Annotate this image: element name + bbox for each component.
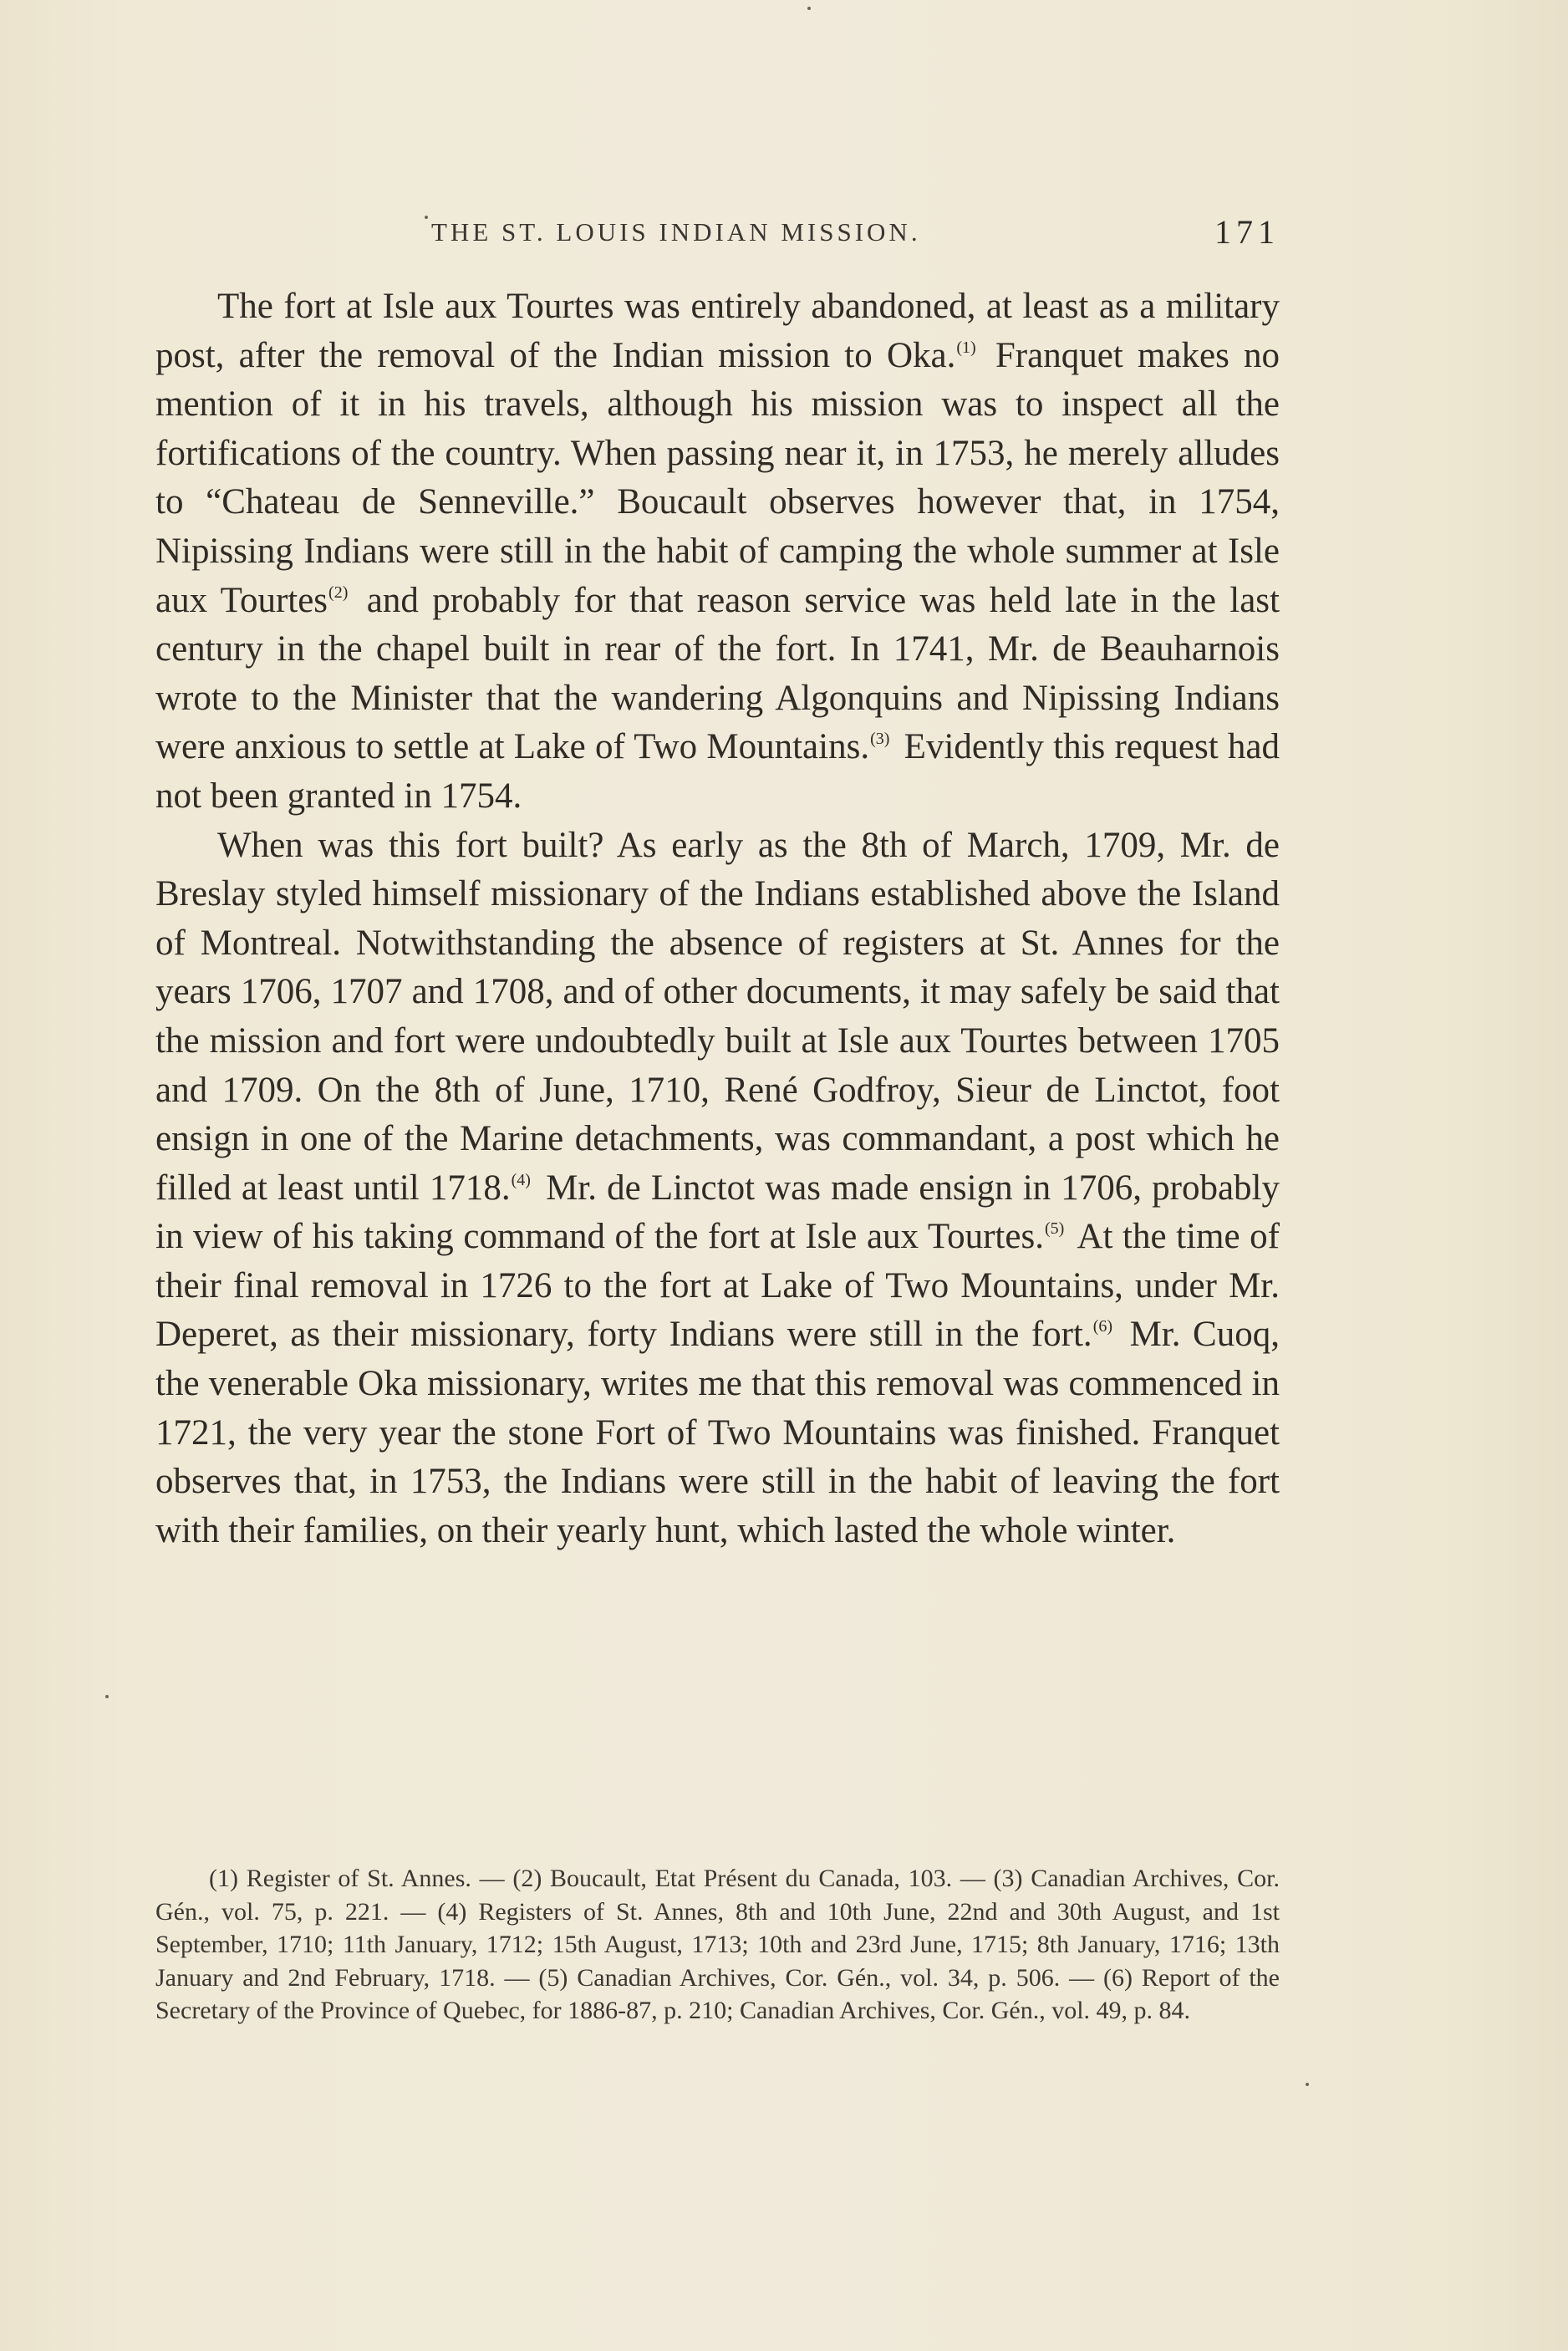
paragraph-2-sentence-4: Mr. Cuoq, the venerable Oka missionary, writes me that this removal was commenced in 1721, the very year the stone Fort of Two Mountains was finished. Franquet observes that, in 1753, the Indians were still in the habit of leaving the fort with their families, on their yearly hunt, which lasted the whole winter. — [155, 1315, 1280, 1550]
paragraph-2-sentence-3: At the time of their final removal in 1726 to the fort at Lake of Two Mountains, under Mr. Deperet, as their missionary, forty Indians were still in the fort. — [155, 1217, 1280, 1355]
paragraph-1-sentence-2: Franquet makes no mention of it in his travels, although his mission was to inspect all the fortifications of the country. When passing near it, in 1753, he merely alludes to “Chateau de Senneville.” Boucault observes however that, in 1754, Nipissing Indians were still in the habit of camping the whole summer at Isle aux Tourtes — [155, 335, 1280, 620]
paper-speck — [105, 1695, 109, 1698]
footnote-text: (1) Register of St. Annes. — (2) Boucault, Etat Présent du Canada, 103. — (3) Canadian Archives, Cor. Gén., vol. 75, p. 221. — (4) Registers of St. Annes, 8th and 10th June, 22nd and 30th August, and 1st September, 1710; 11th January, 1712; 15th August, 1713; 10th and 23rd June, 1715; 8th January, 1716; 13th January and 2nd February, 1718. — (5) Canadian Archives, Cor. Gén., vol. 34, p. 506. — (6) Report of the Secretary of the Province of Quebec, for 1886-87, p. 210; Canadian Archives, Cor. Gén., vol. 49, p. 84. — [155, 1865, 1280, 2024]
paragraph-2-sentence-2: Mr. de Linctot was made ensign in 1706, probably in view of his taking command of the fort at Isle aux Tourtes. — [155, 1168, 1280, 1257]
paragraph-1-sentence-4: Evidently this request had not been granted in 1754. — [155, 727, 1280, 816]
paragraph-1-sentence-1: The fort at Isle aux Tourtes was entirely abandoned, at least as a military post, after the removal of the Indian mission to Oka. — [155, 287, 1280, 375]
body-text — [155, 282, 1280, 1555]
page-number: 171 — [1214, 213, 1280, 251]
paragraph-2 — [155, 822, 1280, 1556]
paragraph-1-sentence-3: and probably for that reason service was held late in the last century in the chapel built in rear of the fort. In 1741, Mr. de Beauharnois wrote to the Minister that the wandering Algonquins and Nipissing Indians were anxious to settle at Lake of Two Mountains. — [155, 580, 1280, 767]
paragraph-1 — [155, 282, 1280, 822]
page-header — [155, 212, 1280, 262]
footnote-ref-4: (4) — [511, 1170, 531, 1189]
running-title: THE ST. LOUIS INDIAN MISSION. — [431, 217, 921, 247]
footnote-ref-5: (5) — [1044, 1219, 1065, 1239]
footnote-ref-2: (2) — [328, 583, 349, 602]
paper-speck — [1306, 2083, 1309, 2086]
footnote-ref-1: (1) — [956, 338, 976, 357]
footnotes — [155, 1862, 1280, 2028]
paragraph-2-sentence-1: When was this fort built? As early as the 8th of March, 1709, Mr. de Breslay styled himself missionary of the Indians established above the Island of Montreal. Notwithstanding the absence of registers at St. Annes for the years 1706, 1707 and 1708, and of other documents, it may safely be said that the mission and fort were undoubtedly built at Isle aux Tourtes between 1705 and 1709. On the 8th of June, 1710, René Godfroy, Sieur de Linctot, foot ensign in one of the Marine detachments, was commandant, a post which he filled at least until 1718. — [155, 825, 1280, 1208]
paper-speck — [807, 7, 811, 10]
paper-speck — [425, 216, 428, 219]
footnote-ref-3: (3) — [870, 730, 890, 749]
footnote-ref-6: (6) — [1092, 1317, 1113, 1336]
